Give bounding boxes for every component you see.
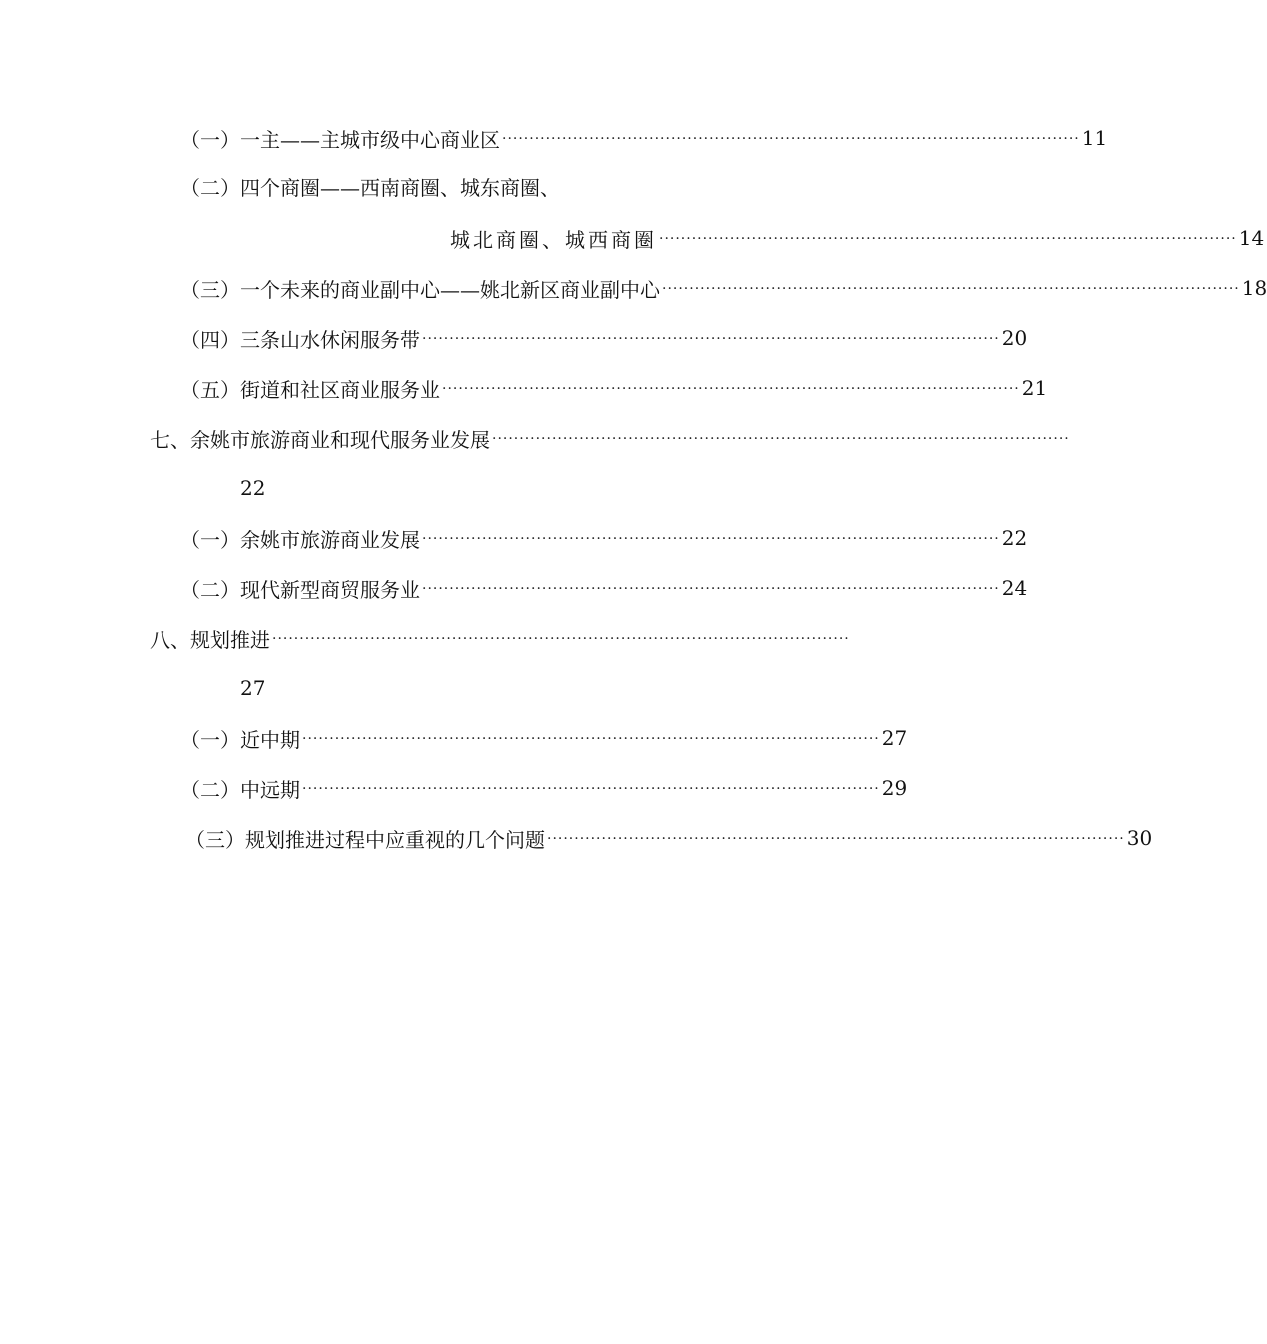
toc-leader-dots: ··········································································································	[659, 231, 1237, 247]
toc-entry-page: 11	[1081, 126, 1108, 150]
toc-leader-dots: ··········································································································	[502, 131, 1080, 147]
toc-entry-page: 22	[240, 476, 266, 500]
toc-entry-page: 24	[1001, 576, 1028, 600]
toc-leader-dots: ··········································································································	[422, 581, 1000, 597]
toc-entry-page: 20	[1001, 326, 1028, 350]
toc-entry-page: 29	[881, 776, 908, 800]
toc-entry-label: 七、余姚市旅游商业和现代服务业发展	[150, 427, 490, 452]
toc-entry-label: （四）三条山水休闲服务带	[180, 327, 420, 352]
toc-leader-dots: ··········································································································	[442, 381, 1020, 397]
toc-entry[interactable]	[180, 572, 1028, 604]
toc-entry[interactable]	[180, 122, 1108, 154]
toc-entry-page: 27	[240, 676, 266, 700]
toc-leader-dots: ··········································································································	[272, 631, 850, 647]
toc-entry-label: （二）现代新型商贸服务业	[180, 577, 420, 602]
toc-entry-page: 27	[881, 726, 908, 750]
toc-leader-dots: ··········································································································	[492, 431, 1070, 447]
toc-entry-label: （一）余姚市旅游商业发展	[180, 527, 420, 552]
toc-leader-dots: ··········································································································	[422, 531, 1000, 547]
toc-entry[interactable]	[180, 722, 908, 754]
toc-entry-label: （一）近中期	[180, 727, 300, 752]
toc-section-heading[interactable]	[150, 422, 1070, 454]
toc-entry-page: 14	[1238, 226, 1265, 250]
toc-leader-dots: ··········································································································	[547, 831, 1125, 847]
toc-entry-page: 18	[1241, 276, 1267, 300]
toc-leader-dots: ··········································································································	[302, 731, 880, 747]
toc-entry[interactable]	[450, 222, 1265, 254]
toc-entry-page: 22	[1001, 526, 1028, 550]
toc-entry-label: （三）规划推进过程中应重视的几个问题	[185, 827, 545, 852]
toc-entry-page-wrapped	[240, 672, 265, 704]
toc-entry-page: 30	[1126, 826, 1153, 850]
toc-entry[interactable]	[180, 772, 908, 804]
toc-entry[interactable]	[180, 322, 1028, 354]
toc-entry[interactable]	[180, 372, 1048, 404]
toc-entry[interactable]	[180, 522, 1028, 554]
toc-entry-label: （五）街道和社区商业服务业	[180, 377, 440, 402]
toc-leader-dots: ··········································································································	[422, 331, 1000, 347]
toc-leader-dots: ··········································································································	[302, 781, 880, 797]
toc-entry-page-wrapped	[240, 472, 265, 504]
toc-entry-label: （二）中远期	[180, 777, 300, 802]
toc-entry-label: （一）一主——主城市级中心商业区	[180, 127, 500, 152]
toc-entry-label: 八、规划推进	[150, 627, 270, 652]
toc-entry-page: 21	[1021, 376, 1048, 400]
toc-entry[interactable]	[180, 172, 560, 204]
toc-entry[interactable]	[180, 272, 1267, 304]
toc-entry[interactable]	[185, 822, 1153, 854]
toc-entry-label: （三）一个未来的商业副中心——姚北新区商业副中心	[180, 277, 660, 302]
toc-section-heading[interactable]	[150, 622, 850, 654]
toc-entry-label: 城北商圈、城西商圈	[450, 227, 657, 252]
toc-entry-label: （二）四个商圈——西南商圈、城东商圈、	[180, 176, 560, 200]
toc-leader-dots: ··········································································································	[662, 281, 1240, 297]
